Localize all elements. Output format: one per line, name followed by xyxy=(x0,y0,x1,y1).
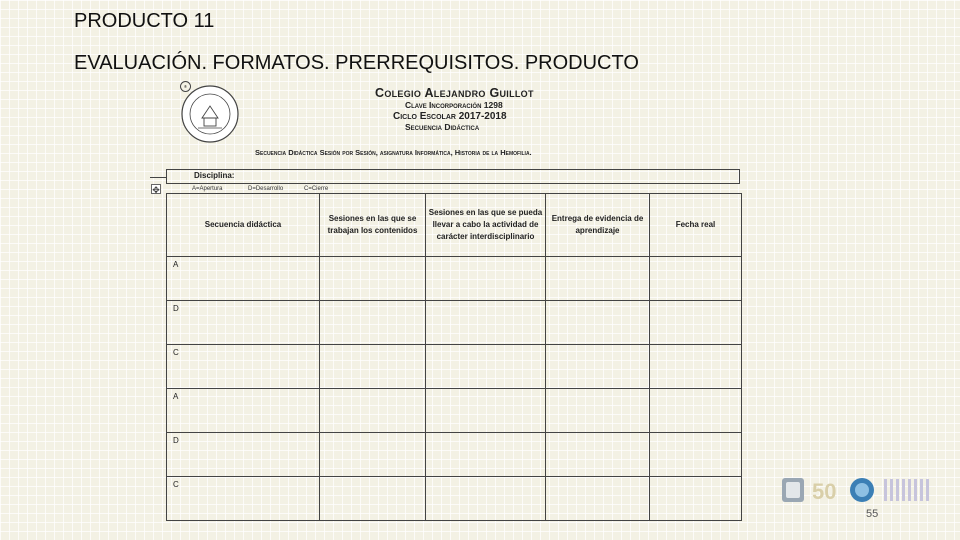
table-row xyxy=(167,301,742,345)
header-cell: Fecha real xyxy=(650,194,742,257)
table-row xyxy=(167,389,742,433)
table-cell[interactable] xyxy=(546,301,650,345)
table-cell[interactable] xyxy=(650,433,742,477)
slide-subtitle: EVALUACIÓN. FORMATOS. PRERREQUISITOS. PRODUCTO xyxy=(74,52,639,74)
legend-item: D=Desarrollo xyxy=(248,186,284,192)
header-cell: Sesiones en las que se pueda llevar a cabo la actividad de carácter interdisciplinario xyxy=(426,194,546,257)
table-cell[interactable] xyxy=(320,389,426,433)
table-cell[interactable] xyxy=(650,345,742,389)
row-label: D xyxy=(167,301,320,345)
table-cell[interactable] xyxy=(320,433,426,477)
table-cell[interactable] xyxy=(546,477,650,521)
slide-title: PRODUCTO 11 xyxy=(74,10,215,32)
table-cell[interactable] xyxy=(320,257,426,301)
row-label: C xyxy=(167,345,320,389)
row-label: A xyxy=(167,389,320,433)
stripes-logo-icon xyxy=(884,479,929,501)
page-number: 55 xyxy=(866,508,879,520)
table-cell[interactable] xyxy=(650,389,742,433)
table-cell[interactable] xyxy=(320,477,426,521)
table-row xyxy=(167,257,742,301)
row-label: D xyxy=(167,433,320,477)
header-cell: Sesiones en las que se trabajan los contenidos xyxy=(320,194,426,257)
school-key: Clave Incorporación 1298 xyxy=(405,100,503,110)
table-cell[interactable] xyxy=(546,345,650,389)
table-cell[interactable] xyxy=(650,477,742,521)
table-cell[interactable] xyxy=(426,301,546,345)
table-cell[interactable] xyxy=(426,477,546,521)
table-cell[interactable] xyxy=(320,301,426,345)
table-cell[interactable] xyxy=(546,257,650,301)
discipline-field[interactable] xyxy=(166,169,740,184)
table-cell[interactable] xyxy=(426,433,546,477)
seal-registration-mark: ® xyxy=(180,81,191,92)
header-cell: Entrega de evidencia de aprendizaje xyxy=(546,194,650,257)
school-seal-icon xyxy=(180,84,240,144)
table-cell[interactable] xyxy=(426,345,546,389)
table-cell[interactable] xyxy=(320,345,426,389)
document-subtitle: Secuencia Didáctica Sesión por Sesión, asignatura Informática, Historia de la Hemofilia. xyxy=(255,148,532,157)
table-cell[interactable] xyxy=(426,389,546,433)
table-cell[interactable] xyxy=(650,257,742,301)
institution-badge-icon xyxy=(850,478,874,502)
anniversary-50-icon xyxy=(812,479,836,504)
row-label: C xyxy=(167,477,320,521)
discipline-divider xyxy=(150,177,166,178)
unam-shield-icon xyxy=(782,478,804,502)
table-cell[interactable] xyxy=(546,433,650,477)
school-cycle: Ciclo Escolar 2017-2018 xyxy=(393,111,507,122)
table-row xyxy=(167,433,742,477)
svg-text:50: 50 xyxy=(812,479,837,504)
legend-item: C=Cierre xyxy=(304,186,329,192)
table-cell[interactable] xyxy=(426,257,546,301)
document-scan xyxy=(150,78,750,508)
document-type: Secuencia Didáctica xyxy=(405,122,480,132)
move-handle-icon[interactable]: ✥ xyxy=(152,185,160,195)
header-cell: Secuencia didáctica xyxy=(167,194,320,257)
table-header-row xyxy=(167,194,742,257)
school-name: Colegio Alejandro Guillot xyxy=(375,86,534,100)
legend-item: A=Apertura xyxy=(192,186,223,192)
school-header xyxy=(375,86,575,133)
sequence-table xyxy=(166,193,742,521)
table-row xyxy=(167,477,742,521)
row-label: A xyxy=(167,257,320,301)
discipline-label: Disciplina: xyxy=(194,171,235,180)
table-cell[interactable] xyxy=(546,389,650,433)
table-cell[interactable] xyxy=(650,301,742,345)
footer-logos xyxy=(780,475,940,505)
table-row xyxy=(167,345,742,389)
